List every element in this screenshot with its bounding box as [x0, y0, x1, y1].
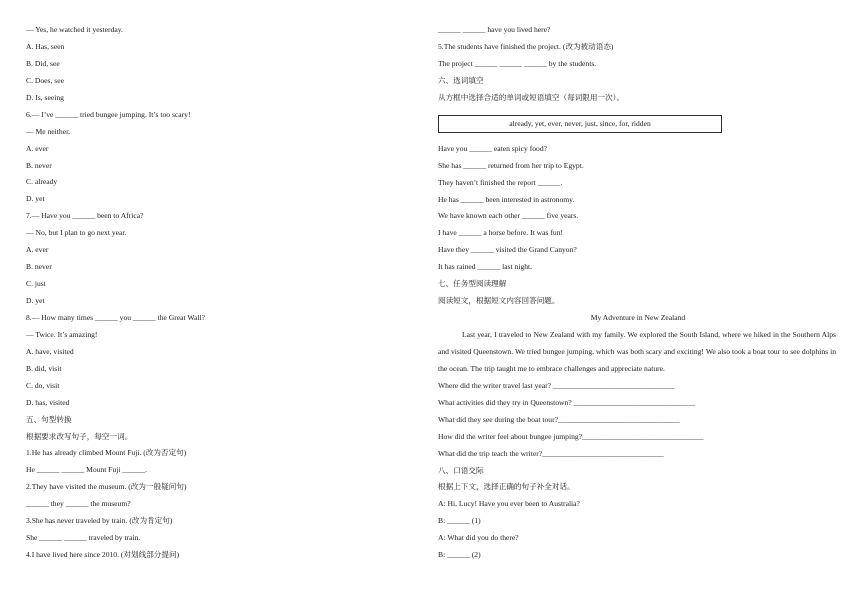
text-line: 根据要求改写句子，每空一词。: [26, 431, 133, 441]
text-line: 2.They have visited the museum. (改为一般疑问句): [26, 482, 187, 492]
text-line: The project ______ ______ ______ by the students.: [438, 58, 597, 68]
text-line: ______ they ______ the museum?: [26, 499, 131, 509]
text-line: 五、句型转换: [26, 414, 72, 424]
text-line: D. has, visited: [26, 397, 70, 407]
text-line: They haven’t finished the report ______.: [438, 177, 563, 187]
text-line: B: ______ (1): [438, 516, 481, 526]
text-line: B. never: [26, 262, 52, 272]
text-line: C. Does, see: [26, 75, 64, 85]
text-line: Have you ______ eaten spicy food?: [438, 143, 548, 153]
text-line: What did they see during the boat tour?________________________________: [438, 414, 680, 424]
text-line: B. never: [26, 160, 52, 170]
text-line: 6.— I’ve ______ tried bungee jumping. It’s too scary!: [26, 109, 191, 119]
text-line: A. ever: [26, 143, 49, 153]
text-line: It has rained ______ last night.: [438, 262, 533, 272]
reading-passage: Last year, I traveled to New Zealand with my family. We explored the South Island, where we hiked in the Southern Alps and visited Queenstown. We tried bungee jumping, which was both scary and exciting! We also took a boat tour to see dolphins in the ocean. The trip taught me to embrace challenges and appreciate nature.: [438, 330, 836, 373]
text-line: 七、任务型阅读理解: [438, 279, 507, 289]
text-line: — Me neither.: [26, 126, 71, 136]
text-line: 8.— How many times ______ you ______ the Great Wall?: [26, 312, 205, 322]
text-line: He ______ ______ Mount Fuji ______.: [26, 465, 148, 475]
text-line: C. do, visit: [26, 380, 60, 390]
text-line: Have they ______ visited the Grand Canyon?: [438, 245, 577, 255]
text-line: He has ______ been interested in astronomy.: [438, 194, 575, 204]
text-line: A. have, visited: [26, 346, 74, 356]
text-line: 阅读短文，根据短文内容回答问题。: [438, 296, 560, 306]
left-column: [26, 22, 406, 564]
word-box: already, yet, ever, never, just, since, for, ridden: [438, 115, 722, 133]
text-line: What activities did they try in Queenstown? ________________________________: [438, 397, 696, 407]
text-line: B. did, visit: [26, 363, 62, 373]
right-column: [438, 22, 838, 564]
text-line: 3.She has never traveled by train. (改为肯定句): [26, 516, 173, 526]
text-line: C. just: [26, 279, 46, 289]
text-line: I have ______ a horse before. It was fun!: [438, 228, 564, 238]
text-line: — Yes, he watched it yesterday.: [26, 25, 123, 34]
text-line: She ______ ______ traveled by train.: [26, 533, 141, 543]
text-line: A: Hi, Lucy! Have you ever been to Australia?: [438, 499, 580, 509]
text-line: 八、口语交际: [438, 465, 484, 475]
text-line: What did the trip teach the writer?________________________________: [438, 448, 664, 458]
text-line: A. ever: [26, 245, 49, 255]
text-line: A. Has, seen: [26, 41, 65, 51]
text-line: — No, but I plan to go next year.: [26, 228, 127, 238]
passage-title: My Adventure in New Zealand: [590, 313, 686, 323]
text-line: ______ ______ have you lived here?: [438, 25, 551, 34]
text-line: A: What did you do there?: [438, 533, 519, 543]
text-line: She has ______ returned from her trip to Egypt.: [438, 160, 584, 170]
text-line: 4.I have lived here since 2010. (对划线部分提问): [26, 550, 180, 560]
text-line: 六、选词填空: [438, 75, 484, 85]
text-line: B: ______ (2): [438, 550, 481, 560]
text-line: Where did the writer travel last year? ________________________________: [438, 380, 675, 390]
text-line: 7.— Have you ______ been to Africa?: [26, 211, 144, 221]
text-line: 1.He has already climbed Mount Fuji. (改为否定句): [26, 448, 187, 458]
text-line: 从方框中选择合适的单词或短语填空（每词限用一次）。: [438, 92, 625, 102]
text-line: D. yet: [26, 194, 45, 204]
text-line: 5.The students have finished the project. (改为被动语态): [438, 41, 614, 51]
text-line: D. yet: [26, 296, 45, 305]
text-line: How did the writer feel about bungee jumping?________________________________: [438, 431, 704, 441]
fill-in-lines: [438, 141, 838, 310]
right-bottom-lines: [438, 378, 838, 564]
text-line: B. Did, see: [26, 58, 60, 68]
text-line: D. Is, seeing: [26, 92, 64, 102]
text-line: C. already: [26, 177, 58, 187]
right-top-lines: [438, 22, 838, 107]
text-line: — Twice. It’s amazing!: [26, 329, 98, 339]
text-line: We have known each other ______ five years.: [438, 211, 579, 221]
text-line: 根据上下文，选择正确的句子补全对话。: [438, 482, 575, 492]
